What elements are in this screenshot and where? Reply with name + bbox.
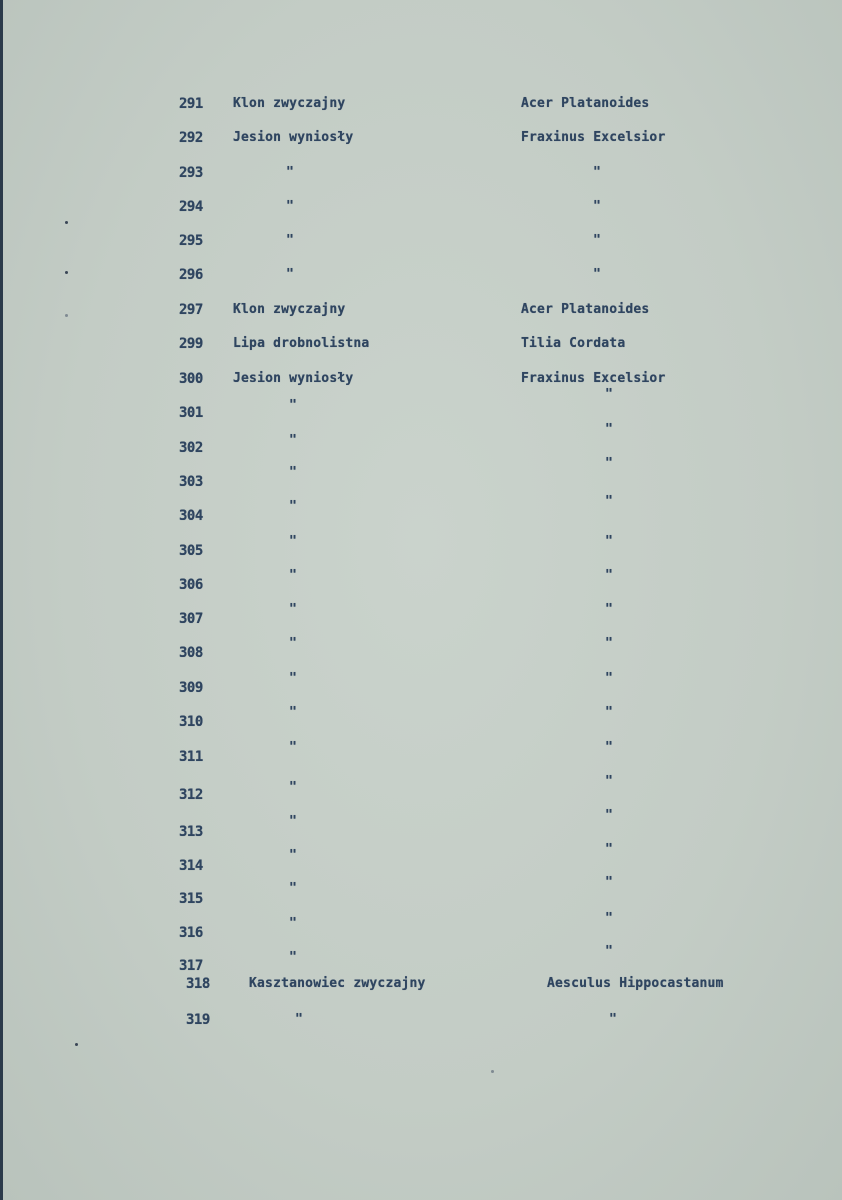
row-number: 314 (179, 858, 203, 874)
ditto-mark-latin: " (605, 422, 614, 437)
row-number: 300 (179, 371, 203, 387)
latin-name: Acer Platanoides (521, 96, 650, 111)
row-number: 301 (179, 405, 203, 421)
row-number: 305 (179, 543, 203, 559)
row-number: 307 (179, 611, 203, 627)
ditto-mark-polish: " (289, 465, 298, 480)
row-number: 319 (186, 1012, 210, 1028)
table-row (3, 671, 842, 710)
ditto-mark-latin: " (593, 165, 602, 180)
row-number: 313 (179, 824, 203, 840)
row-number: 292 (179, 130, 203, 146)
latin-name: Aesculus Hippocastanum (547, 976, 724, 991)
paper-speck (65, 314, 68, 317)
polish-name: Lipa drobnolistna (233, 336, 370, 351)
paper-speck (75, 1043, 78, 1046)
latin-name: Fraxinus Excelsior (521, 371, 666, 386)
table-row (3, 494, 842, 538)
table-row (3, 705, 842, 744)
ditto-mark-polish: " (289, 814, 298, 829)
row-number: 311 (179, 749, 203, 765)
polish-name: Kasztanowiec zwyczajny (249, 976, 426, 991)
row-number: 317 (179, 958, 203, 974)
ditto-mark-polish: " (289, 916, 298, 931)
row-number: 299 (179, 336, 203, 352)
ditto-mark-polish: " (289, 950, 298, 965)
ditto-mark-latin: " (609, 1012, 618, 1027)
table-row (3, 842, 842, 888)
ditto-mark-polish: " (289, 398, 298, 413)
ditto-mark-latin: " (605, 808, 614, 823)
table-row (3, 456, 842, 504)
ditto-mark-polish: " (289, 602, 298, 617)
ditto-mark-latin: " (605, 842, 614, 857)
row-number: 310 (179, 714, 203, 730)
latin-name: Acer Platanoides (521, 302, 650, 317)
ditto-mark-latin: " (593, 233, 602, 248)
row-number: 291 (179, 96, 203, 112)
table-row (3, 1012, 842, 1042)
table-row (3, 740, 842, 779)
row-number: 315 (179, 891, 203, 907)
ditto-mark-latin: " (605, 774, 614, 789)
table-row (3, 422, 842, 470)
table-row (3, 96, 842, 126)
ditto-mark-latin: " (605, 671, 614, 686)
row-number: 318 (186, 976, 210, 992)
table-row (3, 387, 842, 435)
row-number: 303 (179, 474, 203, 490)
row-number: 297 (179, 302, 203, 318)
ditto-mark-polish: " (289, 534, 298, 549)
ditto-mark-latin: " (593, 267, 602, 282)
ditto-mark-polish: " (289, 636, 298, 651)
ditto-mark-polish: " (289, 780, 298, 795)
ditto-mark-polish: " (289, 881, 298, 896)
row-number: 306 (179, 577, 203, 593)
ditto-mark-polish: " (289, 499, 298, 514)
table-row (3, 233, 842, 263)
row-number: 294 (179, 199, 203, 215)
ditto-mark-polish: " (286, 267, 295, 282)
table-row (3, 602, 842, 641)
ditto-mark-polish: " (286, 199, 295, 214)
ditto-mark-latin: " (605, 494, 614, 509)
polish-name: Jesion wyniosły (233, 371, 354, 386)
ditto-mark-latin: " (605, 568, 614, 583)
polish-name: Jesion wyniosły (233, 130, 354, 145)
table-row (3, 336, 842, 366)
ditto-mark-polish: " (289, 705, 298, 720)
ditto-mark-polish: " (289, 671, 298, 686)
table-row (3, 199, 842, 229)
table-row (3, 976, 842, 1006)
row-number: 308 (179, 645, 203, 661)
polish-name: Klon zwyczajny (233, 302, 346, 317)
row-number: 302 (179, 440, 203, 456)
ditto-mark-polish: " (289, 568, 298, 583)
ditto-mark-latin: " (593, 199, 602, 214)
row-number: 304 (179, 508, 203, 524)
table-row (3, 875, 842, 921)
table-row (3, 774, 842, 817)
ditto-mark-polish: " (289, 433, 298, 448)
polish-name: Klon zwyczajny (233, 96, 346, 111)
table-row (3, 267, 842, 297)
paper-speck (65, 271, 68, 274)
row-number: 309 (179, 680, 203, 696)
ditto-mark-latin: " (605, 636, 614, 651)
ditto-mark-latin: " (605, 911, 614, 926)
table-row (3, 636, 842, 675)
table-row (3, 130, 842, 160)
table-row (3, 534, 842, 573)
ditto-mark-latin: " (605, 387, 614, 402)
paper-speck (491, 1070, 494, 1073)
table-row (3, 302, 842, 332)
ditto-mark-latin: " (605, 534, 614, 549)
row-number: 295 (179, 233, 203, 249)
table-row (3, 911, 842, 955)
paper-speck (65, 221, 68, 224)
ditto-mark-latin: " (605, 602, 614, 617)
row-number: 293 (179, 165, 203, 181)
ditto-mark-polish: " (289, 740, 298, 755)
row-number: 312 (179, 787, 203, 803)
latin-name: Fraxinus Excelsior (521, 130, 666, 145)
row-number: 296 (179, 267, 203, 283)
ditto-mark-polish: " (286, 165, 295, 180)
table-row (3, 165, 842, 195)
ditto-mark-polish: " (289, 848, 298, 863)
ditto-mark-latin: " (605, 705, 614, 720)
table-row (3, 808, 842, 854)
table-row (3, 371, 842, 401)
ditto-mark-latin: " (605, 875, 614, 890)
ditto-mark-polish: " (286, 233, 295, 248)
ditto-mark-latin: " (605, 944, 614, 959)
latin-name: Tilia Cordata (521, 336, 626, 351)
ditto-mark-latin: " (605, 740, 614, 755)
ditto-mark-latin: " (605, 456, 614, 471)
table-row (3, 568, 842, 607)
row-number: 316 (179, 925, 203, 941)
ditto-mark-polish: " (295, 1012, 304, 1027)
